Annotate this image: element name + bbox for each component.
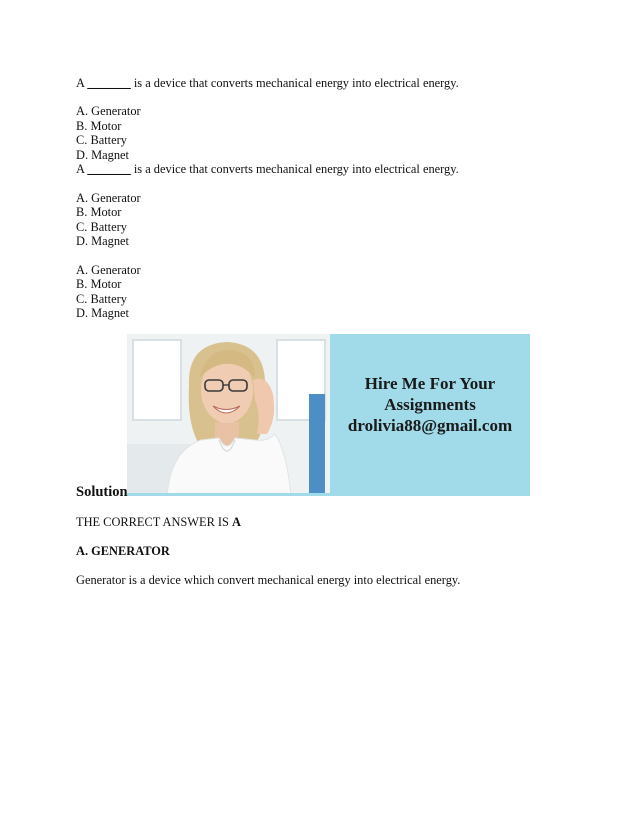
contact-email: drolivia88@gmail.com	[347, 416, 513, 435]
correct-answer-line	[76, 515, 241, 529]
hire-me-panel	[330, 334, 530, 496]
answer-heading: A. GENERATOR	[76, 544, 170, 558]
question-2-text	[76, 162, 459, 176]
woman-photo	[127, 334, 330, 496]
question-1-suffix: is a device that converts mechanical energy into electrical energy.	[130, 76, 459, 90]
answer-explanation: Generator is a device which convert mechanical energy into electrical energy.	[76, 573, 461, 587]
correct-answer-prefix: THE CORRECT ANSWER IS	[76, 515, 233, 529]
hire-me-line-1: Hire Me For Your	[364, 374, 496, 393]
question-2-blank: _______	[87, 162, 131, 176]
repeat-option-a: A. Generator	[76, 263, 141, 277]
question-2-option-d: D. Magnet	[76, 234, 129, 248]
question-1-option-a: A. Generator	[76, 104, 141, 118]
question-1-option-b: B. Motor	[76, 119, 122, 133]
question-2-option-c: C. Battery	[76, 220, 127, 234]
question-2-option-a: A. Generator	[76, 191, 141, 205]
repeat-option-c: C. Battery	[76, 292, 127, 306]
hire-me-line-2: Assignments	[384, 395, 476, 414]
question-1-prefix: A	[76, 76, 88, 90]
question-2-prefix: A	[76, 162, 88, 176]
question-1-option-c: C. Battery	[76, 133, 127, 147]
question-2-option-b: B. Motor	[76, 205, 122, 219]
repeat-option-b: B. Motor	[76, 277, 122, 291]
question-1-blank: _______	[87, 76, 131, 90]
question-1-text	[76, 76, 459, 90]
question-2-suffix: is a device that converts mechanical energy into electrical energy.	[130, 162, 459, 176]
woman-photo-illustration	[127, 334, 330, 496]
correct-answer-letter: A	[232, 515, 241, 529]
banner-underline	[127, 493, 330, 496]
hire-me-banner	[127, 334, 530, 496]
solution-heading: Solution	[76, 484, 128, 500]
question-1-option-d: D. Magnet	[76, 148, 129, 162]
repeat-option-d: D. Magnet	[76, 306, 129, 320]
